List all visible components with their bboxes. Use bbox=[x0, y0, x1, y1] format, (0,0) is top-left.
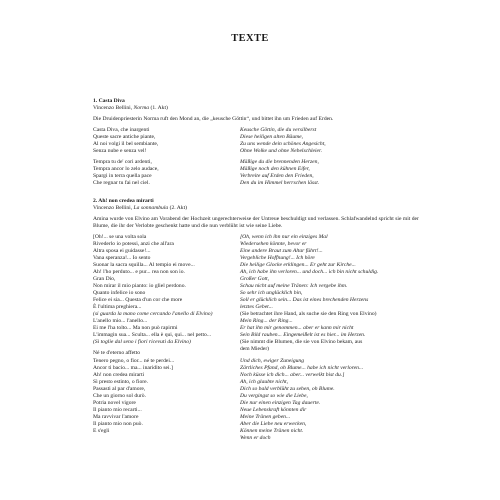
verse-line: Casta Diva, che inargenti bbox=[93, 127, 150, 134]
section-description: Amina wurde von Elvino am Vorabend der Hochzeit ungerechterweise der Untreue beschuldigt und verlassen. Schlafwandelnd spricht sie mit der Blume, die ihr der Verlobte geschenkt hatte und die nun verblüht ist wie seine Liebe. bbox=[93, 215, 419, 229]
verse-line: Mein Ring... der Ring... bbox=[240, 318, 293, 325]
stanza bbox=[240, 127, 430, 155]
verse-line: Il pianto mio non può. bbox=[93, 420, 143, 427]
verse-line: Che un giorno sol durò. bbox=[93, 392, 146, 399]
verse-line: Schau nicht auf meine Tränen: Ich vergebe ihm. bbox=[240, 283, 348, 290]
verse-line: So sehr ich unglücklich bin, bbox=[240, 290, 303, 297]
stage-direction: (Sie betrachtet ihre Hand, als suche sie den Ring von Elvino) bbox=[240, 311, 377, 318]
composer-name: Vincenzo Bellini, bbox=[93, 105, 134, 112]
verse-line: Tenero pegno, o fior... né te perdei... bbox=[93, 357, 175, 364]
verse-line: Senza nube e senza vel! bbox=[93, 148, 147, 155]
verse-line: Potria novel vigore bbox=[93, 399, 136, 406]
verse-line: Felice ei sia... Questa d'un cor che more bbox=[93, 297, 183, 304]
verse-line: L'anello mio... l'anello... bbox=[93, 318, 148, 325]
stanza bbox=[240, 234, 430, 354]
verse-line: Zu uns wende dein schönes Angesicht, bbox=[240, 141, 326, 148]
verse-line: Passasti al par d'amore, bbox=[93, 385, 146, 392]
content bbox=[93, 98, 433, 446]
stanza bbox=[93, 350, 240, 435]
verse-line: Wiedersehen könnte, bevor er bbox=[240, 240, 307, 247]
work-title: La sonnambula bbox=[133, 204, 169, 211]
verse-line: Ah! non credea mirarti bbox=[93, 371, 145, 378]
verse-line: Gran Dio, bbox=[93, 275, 116, 282]
verse-line: Tempra ancor lo zelo audace, bbox=[93, 166, 159, 173]
verse-line: Ei me l'ha tolto... Ma non può rapirmi bbox=[93, 325, 178, 332]
verse-line: Mäßige du die brennenden Herzen, bbox=[240, 159, 319, 166]
section-source bbox=[93, 205, 433, 212]
verse-line: Quanto infelice io sono bbox=[93, 290, 146, 297]
stage-direction: dem Mieder) bbox=[240, 346, 270, 353]
stanza bbox=[93, 127, 240, 155]
verse-line: Aber die Liebe neu erwecken, bbox=[240, 420, 307, 427]
section-heading: 1. Casta Diva bbox=[93, 98, 125, 104]
verse-line: Großer Gott, bbox=[240, 275, 270, 282]
section-description: Die Druidenpriesterin Norma ruft den Mond an, die „keusche Göttin“, und bittet ihn um Frieden auf Erden. bbox=[93, 116, 334, 123]
verse-line: Zärtliches Pfand, oh Blume... habe ich nicht verloren... bbox=[240, 364, 364, 371]
verse-line: E s'egli bbox=[93, 427, 110, 434]
verse-line: Né te d'eterno affetto bbox=[93, 350, 141, 357]
stanza bbox=[240, 358, 430, 443]
stage-direction: (si guarda la mano come cercando l'anello di Elvino) bbox=[93, 311, 213, 318]
verse-line: Vana speranza!... Io sento bbox=[93, 254, 151, 261]
verse-line: Queste sacre antiche piante, bbox=[93, 134, 156, 141]
verse-line: Er hat ihn mir genommen... aber er kann mir nicht bbox=[240, 325, 354, 332]
verse-line: È l'ultima preghiera... bbox=[93, 304, 142, 311]
composer-name: Vincenzo Bellini, bbox=[93, 204, 134, 211]
stanza-block bbox=[93, 234, 433, 446]
verse-line: Wenn er doch bbox=[240, 435, 271, 442]
verse-line: Rivederlo io potessi, anzi che all'ara bbox=[93, 240, 174, 247]
verse-line: Die nur einen einzigen Tag dauerte. bbox=[240, 399, 321, 406]
verse-line: Du vergingst so wie die Liebe, bbox=[240, 392, 308, 399]
act-label: (2. Akt) bbox=[168, 204, 187, 211]
verse-line: Ah, ich glaubte nicht, bbox=[240, 378, 289, 385]
german-column bbox=[240, 234, 430, 446]
stanza bbox=[240, 159, 430, 187]
verse-line: L'immagin sua... Sculta... ella è qui, qui... nel petto... bbox=[93, 332, 211, 339]
verse-line: Soll er glücklich sein... Das ist eines brechenden Herzens bbox=[240, 297, 369, 304]
verse-line: Ma ravvivar l'amore bbox=[93, 413, 139, 420]
verse-line: Mäßige noch den kühnen Eifer, bbox=[240, 166, 310, 173]
verse-line: Neue Lebenskraft könnten dir bbox=[240, 406, 307, 413]
verse-line: letztes Gebet... bbox=[240, 304, 273, 311]
section-heading: 2. Ah! non credea mirarti bbox=[93, 197, 154, 204]
verse-line: Können meine Tränen nicht. bbox=[240, 427, 304, 434]
verse-line: Dich so bald verblüht zu sehen, oh Blume. bbox=[240, 385, 335, 392]
verse-line: Keusche Göttin, die du versilberst bbox=[240, 127, 317, 134]
verse-line: Meine Tränen geben... bbox=[240, 413, 291, 420]
stanza-block bbox=[93, 127, 433, 191]
verse-line: Il pianto mio recarti... bbox=[93, 406, 142, 413]
verse-line: Al noi volgi il bel sembiante, bbox=[93, 141, 159, 148]
stage-direction: (Si toglie dal seno i fiori ricevuti da Elvino) bbox=[93, 339, 191, 346]
stanza bbox=[93, 234, 240, 347]
verse-line: Ohne Wolke und ohne Nebelschleier. bbox=[240, 148, 322, 155]
verse-line: Verbreite auf Erden den Frieden, bbox=[240, 173, 314, 180]
verse-line: Sì presto estinto, o fiore. bbox=[93, 378, 148, 385]
italian-column bbox=[93, 234, 240, 446]
verse-line: Ancor ti bacio... ma... inaridito sei.] bbox=[93, 364, 173, 371]
verse-line: Spargi in terra quella pace bbox=[93, 173, 152, 180]
section-source bbox=[93, 105, 433, 112]
verse-line: Suonar la sacra squilla... Al tempio ei move... bbox=[93, 261, 195, 268]
verse-line: Che regnar tu fai nel ciel. bbox=[93, 180, 150, 187]
verse-line: Ah, ich habe ihn verloren... und doch... ich bin nicht schuldig. bbox=[240, 268, 379, 275]
verse-line: Ah! l'ho perduto... e pur... rea non son io. bbox=[93, 268, 185, 275]
verse-line: Non mirar il mio pianto: io gliel perdono. bbox=[93, 283, 186, 290]
verse-line: Die heilige Glocke erklingen... Er geht zur Kirche... bbox=[240, 261, 356, 268]
verse-line: Tempra tu de' cori ardenti, bbox=[93, 159, 152, 166]
verse-line: [Oh, wenn ich ihn nur ein einziges Mal bbox=[240, 233, 328, 240]
verse-line: Vergebliche Hoffnung!... Ich höre bbox=[240, 254, 315, 261]
verse-line: Sein Bild rauben... Eingemeißelt ist es hier... im Herzen. bbox=[240, 332, 366, 339]
verse-line: Altra sposa ei guidasse!... bbox=[93, 247, 151, 254]
act-label: (1. Akt) bbox=[149, 105, 168, 112]
italian-column bbox=[93, 127, 240, 191]
stanza bbox=[93, 159, 240, 187]
stage-direction: (Sie nimmt die Blumen, die sie von Elvino bekam, aus bbox=[240, 339, 363, 346]
section-casta-diva bbox=[93, 98, 433, 192]
verse-line: Noch küsse ich dich... aber... verwelkt bist du.] bbox=[240, 371, 345, 378]
verse-line: Diese heiligen alten Bäume, bbox=[240, 134, 304, 141]
verse-line: Und dich, ewiger Zuneigung bbox=[240, 357, 305, 364]
section-non-credea bbox=[93, 198, 433, 447]
work-title: Norma bbox=[133, 105, 150, 112]
page-title: TEXTE bbox=[231, 33, 269, 44]
verse-line: [Oh!... se una volta sola bbox=[93, 233, 147, 240]
verse-line: Eine andere Braut zum Altar führt!... bbox=[240, 247, 323, 254]
german-column bbox=[240, 127, 430, 191]
verse-line: Den du im Himmel herrschen lässt. bbox=[240, 180, 320, 187]
